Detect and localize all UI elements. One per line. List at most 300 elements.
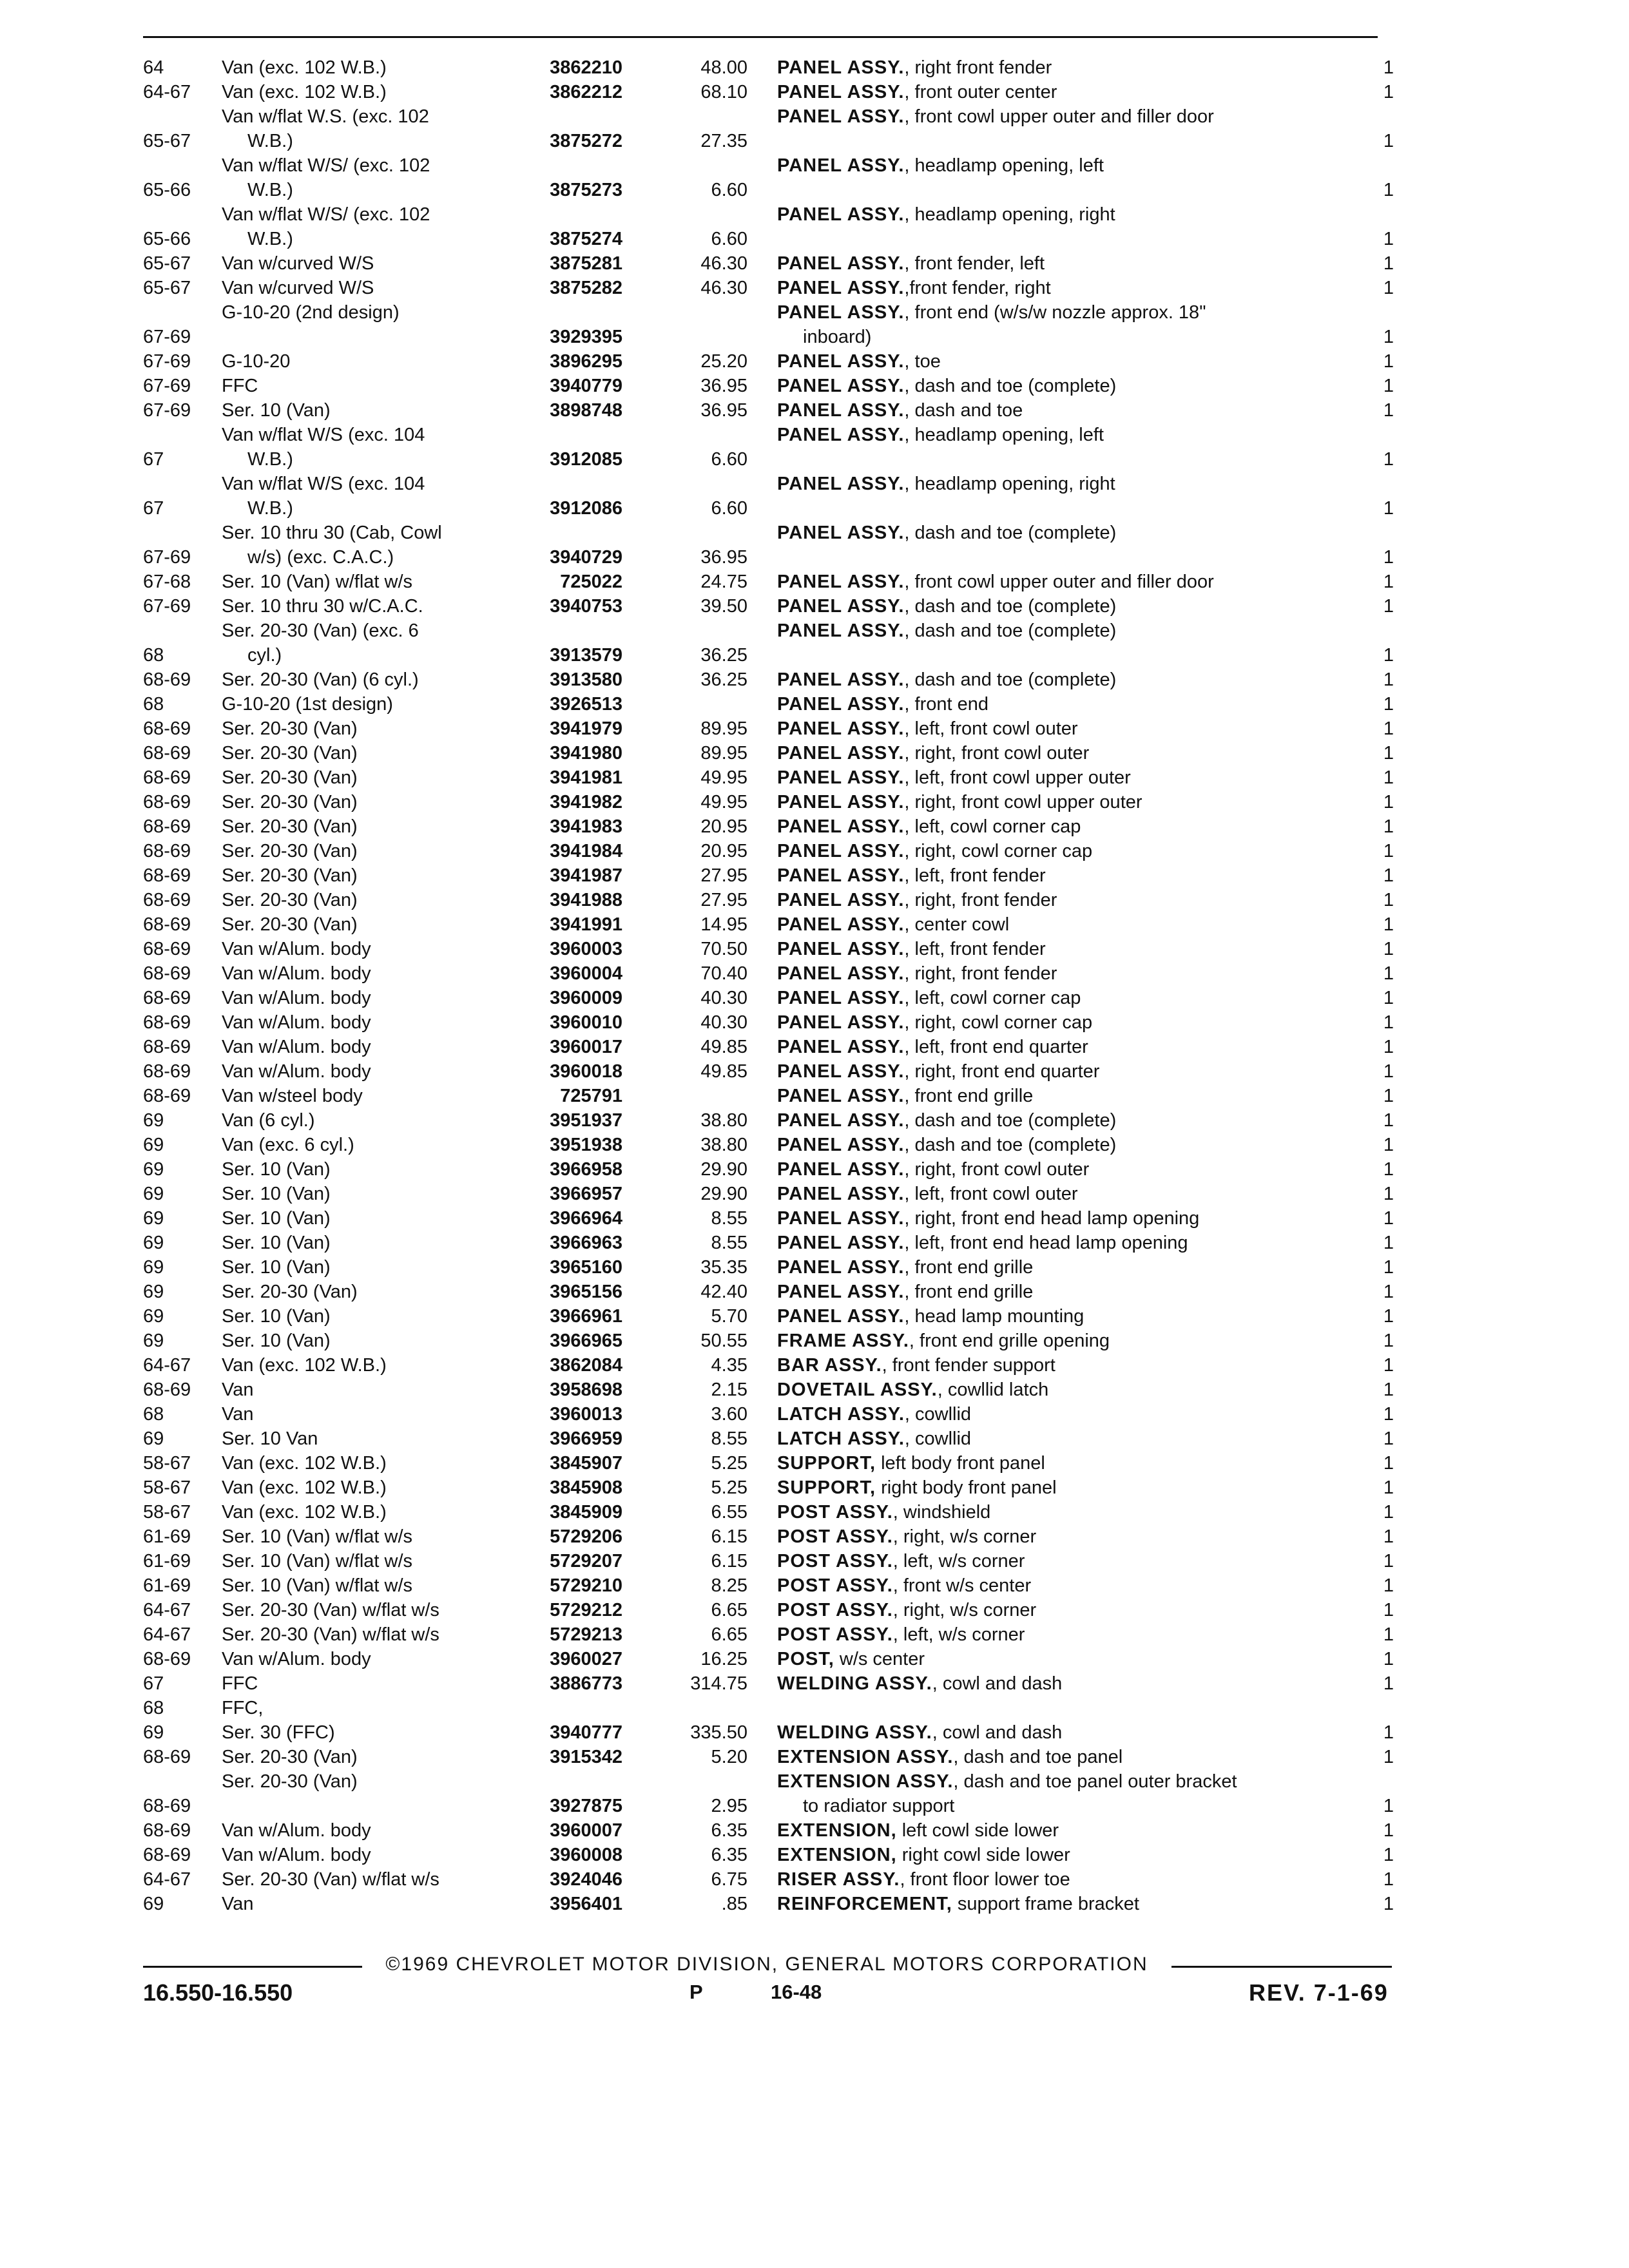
- item-name: PANEL ASSY.: [777, 939, 905, 959]
- item-detail: ,front fender, right: [904, 278, 1051, 298]
- list-price: 27.95: [700, 890, 747, 910]
- quantity: 1: [1383, 1673, 1394, 1694]
- quantity: 1: [1383, 327, 1394, 347]
- table-row: [0, 1647, 1629, 1671]
- item-detail: , dash and toe (complete): [904, 1110, 1117, 1131]
- item-detail: , dash and toe (complete): [904, 596, 1117, 617]
- quantity: 1: [1383, 1722, 1394, 1743]
- model-line: Ser. 30 (FFC): [222, 1722, 335, 1743]
- part-description: [777, 888, 1357, 912]
- model-description: [222, 986, 505, 1010]
- part-number: 3862084: [550, 1355, 622, 1376]
- quantity: 1: [1383, 572, 1394, 592]
- item-name: REINFORCEMENT,: [777, 1894, 952, 1914]
- list-price: 70.40: [700, 963, 747, 984]
- part-description: [777, 1745, 1357, 1769]
- part-number: 3966957: [550, 1184, 622, 1204]
- model-line: W.B.): [247, 498, 293, 519]
- table-row: [0, 80, 1629, 104]
- model-year: 69: [143, 1135, 164, 1155]
- model-line: W.B.): [247, 180, 293, 200]
- quantity: 1: [1383, 988, 1394, 1008]
- part-number: 3862212: [550, 82, 622, 102]
- item-detail: , right, w/s corner: [892, 1600, 1037, 1620]
- quantity: 1: [1383, 1820, 1394, 1841]
- quantity: 1: [1383, 767, 1394, 788]
- list-price: 70.50: [700, 939, 747, 959]
- item-name: PANEL ASSY.: [777, 792, 905, 812]
- model-year: 69: [143, 1282, 164, 1302]
- model-year: 65-67: [143, 131, 191, 151]
- part-number: 725022: [560, 572, 622, 592]
- item-detail: , left, front cowl outer: [904, 1184, 1078, 1204]
- model-line: G-10-20: [222, 351, 291, 372]
- list-price: 50.55: [700, 1331, 747, 1351]
- item-name: PANEL ASSY.: [777, 1135, 905, 1155]
- item-name: PANEL ASSY.: [777, 914, 905, 935]
- item-name: BAR ASSY.: [777, 1355, 882, 1376]
- table-row: [0, 1892, 1629, 1916]
- model-line: Van w/curved W/S: [222, 253, 374, 274]
- table-row: [0, 1035, 1629, 1059]
- part-description: [777, 521, 1357, 545]
- part-number: 3886773: [550, 1673, 622, 1694]
- item-name: PANEL ASSY.: [777, 376, 905, 396]
- description-line: [777, 1818, 1357, 1843]
- model-description: [222, 1892, 505, 1916]
- model-year: 69: [143, 1184, 164, 1204]
- model-year: 68-69: [143, 841, 191, 861]
- list-price: 8.25: [711, 1575, 747, 1596]
- table-row: [0, 814, 1629, 839]
- table-row: [0, 1059, 1629, 1084]
- part-number: 3875282: [550, 278, 622, 298]
- model-description: [222, 398, 505, 423]
- model-line: Van w/Alum. body: [222, 1012, 371, 1033]
- table-row: [0, 1769, 1629, 1818]
- part-description: [777, 814, 1357, 839]
- list-price: 5.70: [711, 1306, 747, 1327]
- quantity: 1: [1383, 547, 1394, 568]
- quantity: 1: [1383, 1575, 1394, 1596]
- part-number: 3924046: [550, 1869, 622, 1890]
- model-year: 68-69: [143, 963, 191, 984]
- table-row: [0, 1549, 1629, 1573]
- model-description: [222, 619, 505, 668]
- item-name: PANEL ASSY.: [777, 572, 905, 592]
- list-price: 6.35: [711, 1820, 747, 1841]
- part-number: 3913579: [550, 645, 622, 666]
- item-name: PANEL ASSY.: [777, 474, 905, 494]
- model-description: [222, 202, 505, 251]
- item-detail: w/s center: [834, 1649, 925, 1669]
- model-year: 68-69: [143, 1747, 191, 1767]
- model-description: [222, 668, 505, 692]
- item-name: PANEL ASSY.: [777, 82, 905, 102]
- model-year: 67-69: [143, 327, 191, 347]
- model-line: Ser. 10 thru 30 w/C.A.C.: [222, 596, 423, 617]
- model-year: 64-67: [143, 1624, 191, 1645]
- list-price: 6.60: [711, 498, 747, 519]
- description-line: [777, 912, 1357, 937]
- part-number: 3941983: [550, 816, 622, 837]
- item-detail: , front cowl upper outer and filler door: [904, 572, 1214, 592]
- quantity: 1: [1383, 1428, 1394, 1449]
- model-description: [222, 1427, 505, 1451]
- item-detail: , right, front end head lamp opening: [904, 1208, 1200, 1229]
- part-description: [777, 594, 1357, 619]
- model-description: [222, 1353, 505, 1378]
- list-price: 8.55: [711, 1208, 747, 1229]
- quantity: 1: [1383, 1135, 1394, 1155]
- model-year: 69: [143, 1428, 164, 1449]
- description-line: [777, 521, 1357, 545]
- table-row: [0, 619, 1629, 668]
- part-description: [777, 1671, 1357, 1696]
- quantity: 1: [1383, 865, 1394, 886]
- item-detail: , front cowl upper outer and filler door: [904, 106, 1214, 127]
- description-line: [777, 472, 1357, 496]
- model-year: 65-67: [143, 253, 191, 274]
- item-name: POST ASSY.: [777, 1575, 893, 1596]
- model-line: W.B.): [247, 449, 293, 470]
- model-description: [222, 1402, 505, 1427]
- model-line: Ser. 10 (Van): [222, 1184, 331, 1204]
- list-price: 8.55: [711, 1428, 747, 1449]
- part-description: [777, 961, 1357, 986]
- table-row: [0, 349, 1629, 374]
- table-row: [0, 104, 1629, 153]
- model-description: [222, 961, 505, 986]
- model-line: Van (exc. 102 W.B.): [222, 1355, 387, 1376]
- model-description: [222, 521, 505, 570]
- part-number: 3913580: [550, 669, 622, 690]
- quantity: 1: [1383, 1526, 1394, 1547]
- item-detail: , front w/s center: [892, 1575, 1032, 1596]
- part-number: 3960004: [550, 963, 622, 984]
- description-line: [777, 300, 1357, 325]
- list-price: 5.25: [711, 1453, 747, 1474]
- list-price: 89.95: [700, 718, 747, 739]
- model-line: Van: [222, 1894, 254, 1914]
- model-year: 67: [143, 498, 164, 519]
- part-description: [777, 1378, 1357, 1402]
- description-line: [777, 349, 1357, 374]
- description-line: [777, 961, 1357, 986]
- model-line: Ser. 10 Van: [222, 1428, 318, 1449]
- model-year: 68-69: [143, 669, 191, 690]
- table-row: [0, 1157, 1629, 1182]
- item-detail: right body front panel: [876, 1477, 1057, 1498]
- item-name: PANEL ASSY.: [777, 523, 905, 543]
- model-description: [222, 1720, 505, 1745]
- item-name: PANEL ASSY.: [777, 743, 905, 764]
- model-year: 69: [143, 1306, 164, 1327]
- table-row: [0, 1378, 1629, 1402]
- model-year: 68: [143, 1404, 164, 1425]
- part-number: 3960007: [550, 1820, 622, 1841]
- model-year: 61-69: [143, 1575, 191, 1596]
- quantity: 1: [1383, 376, 1394, 396]
- model-description: [222, 765, 505, 790]
- model-line: Van: [222, 1404, 254, 1425]
- item-name: EXTENSION ASSY.: [777, 1771, 954, 1792]
- item-name: PANEL ASSY.: [777, 890, 905, 910]
- item-name: PANEL ASSY.: [777, 865, 905, 886]
- item-name: PANEL ASSY.: [777, 1282, 905, 1302]
- description-line: [777, 1231, 1357, 1255]
- table-row: [0, 594, 1629, 619]
- item-name: PANEL ASSY.: [777, 425, 905, 445]
- quantity: 1: [1383, 1477, 1394, 1498]
- table-row: [0, 570, 1629, 594]
- model-year: 68-69: [143, 1820, 191, 1841]
- item-name: SUPPORT,: [777, 1477, 876, 1498]
- part-description: [777, 1035, 1357, 1059]
- table-row: [0, 1231, 1629, 1255]
- footer-rule-right: [1171, 1966, 1392, 1968]
- list-price: 6.15: [711, 1551, 747, 1571]
- part-description: [777, 1329, 1357, 1353]
- quantity: 1: [1383, 82, 1394, 102]
- list-price: 35.35: [700, 1257, 747, 1278]
- item-name: DOVETAIL ASSY.: [777, 1379, 938, 1400]
- table-row: [0, 55, 1629, 80]
- quantity: 1: [1383, 1624, 1394, 1645]
- item-detail: , dash and toe (complete): [904, 620, 1117, 641]
- quantity: 1: [1383, 57, 1394, 78]
- quantity: 1: [1383, 1086, 1394, 1106]
- quantity: 1: [1383, 180, 1394, 200]
- description-line: [777, 374, 1357, 398]
- item-detail: , left, w/s corner: [892, 1551, 1025, 1571]
- table-row: [0, 1622, 1629, 1647]
- model-line: Ser. 10 (Van) w/flat w/s: [222, 572, 413, 592]
- model-line: Van w/Alum. body: [222, 988, 371, 1008]
- item-detail: , left, w/s corner: [892, 1624, 1025, 1645]
- part-number: 3960013: [550, 1404, 622, 1425]
- part-number: 3941980: [550, 743, 622, 764]
- description-line: [777, 55, 1357, 80]
- quantity: 1: [1383, 449, 1394, 470]
- quantity: 1: [1383, 1404, 1394, 1425]
- model-year: 67: [143, 1673, 164, 1694]
- item-detail: , front end grille opening: [909, 1331, 1110, 1351]
- table-row: [0, 863, 1629, 888]
- item-name: PANEL ASSY.: [777, 718, 905, 739]
- table-row: [0, 912, 1629, 937]
- item-name: PANEL ASSY.: [777, 669, 905, 690]
- part-number: 3960017: [550, 1037, 622, 1057]
- item-name: PANEL ASSY.: [777, 1012, 905, 1033]
- table-row: [0, 1329, 1629, 1353]
- quantity: 1: [1383, 645, 1394, 666]
- description-line: [777, 741, 1357, 765]
- model-line: FFC: [222, 1673, 258, 1694]
- model-year: 58-67: [143, 1502, 191, 1523]
- model-description: [222, 937, 505, 961]
- table-row: [0, 1573, 1629, 1598]
- model-description: [222, 1549, 505, 1573]
- part-number: 3929395: [550, 327, 622, 347]
- part-description: [777, 668, 1357, 692]
- model-line: Ser. 10 thru 30 (Cab, Cowl: [222, 523, 442, 543]
- item-detail: , left, front end quarter: [904, 1037, 1088, 1057]
- model-line: Van (exc. 102 W.B.): [222, 1453, 387, 1474]
- description-line: [777, 1108, 1357, 1133]
- table-row: [0, 888, 1629, 912]
- list-price: 6.65: [711, 1600, 747, 1620]
- model-year: 68-69: [143, 988, 191, 1008]
- item-name: LATCH ASSY.: [777, 1404, 905, 1425]
- model-line: Ser. 20-30 (Van): [222, 792, 358, 812]
- item-name: EXTENSION,: [777, 1820, 897, 1841]
- model-description: [222, 374, 505, 398]
- model-line: Ser. 20-30 (Van): [222, 890, 358, 910]
- part-description: [777, 1524, 1357, 1549]
- description-line: [777, 1720, 1357, 1745]
- part-description: [777, 1280, 1357, 1304]
- part-description: [777, 80, 1357, 104]
- part-number: 3960003: [550, 939, 622, 959]
- item-detail: , left, front fender: [904, 939, 1046, 959]
- model-year: 68-69: [143, 767, 191, 788]
- model-year: 68-69: [143, 743, 191, 764]
- part-number: 3958698: [550, 1379, 622, 1400]
- model-line: Van w/flat W/S (exc. 104: [222, 474, 425, 494]
- model-year: 68-69: [143, 718, 191, 739]
- list-price: 40.30: [700, 988, 747, 1008]
- description-line: [777, 1500, 1357, 1524]
- list-price: 38.80: [700, 1110, 747, 1131]
- part-description: [777, 790, 1357, 814]
- quantity: 1: [1383, 1110, 1394, 1131]
- quantity: 1: [1383, 1453, 1394, 1474]
- description-line: [777, 1402, 1357, 1427]
- quantity: 1: [1383, 131, 1394, 151]
- item-detail: , dash and toe (complete): [904, 523, 1117, 543]
- list-price: 42.40: [700, 1282, 747, 1302]
- list-price: 49.85: [700, 1037, 747, 1057]
- table-row: [0, 1696, 1629, 1720]
- model-year: 67-69: [143, 596, 191, 617]
- item-detail: , headlamp opening, right: [904, 204, 1115, 225]
- item-detail: , right, cowl corner cap: [904, 841, 1093, 861]
- model-line: Ser. 20-30 (Van) w/flat w/s: [222, 1600, 439, 1620]
- quantity: 1: [1383, 1184, 1394, 1204]
- model-description: [222, 570, 505, 594]
- description-line: [777, 1157, 1357, 1182]
- model-line: Van (exc. 102 W.B.): [222, 82, 387, 102]
- footer-rule-left: [143, 1966, 362, 1968]
- table-row: [0, 1182, 1629, 1206]
- table-row: [0, 1402, 1629, 1427]
- list-price: 16.25: [700, 1649, 747, 1669]
- item-detail: , right, front cowl upper outer: [904, 792, 1142, 812]
- model-line: Ser. 20-30 (Van): [222, 1747, 358, 1767]
- model-line: w/s) (exc. C.A.C.): [247, 547, 394, 568]
- description-line: [777, 398, 1357, 423]
- description-line: [777, 1769, 1357, 1794]
- model-description: [222, 716, 505, 741]
- quantity: 1: [1383, 1649, 1394, 1669]
- list-price: 39.50: [700, 596, 747, 617]
- part-description: [777, 398, 1357, 423]
- model-line: Van w/Alum. body: [222, 963, 371, 984]
- table-row: [0, 1818, 1629, 1843]
- table-row: [0, 398, 1629, 423]
- item-detail: , windshield: [892, 1502, 991, 1523]
- quantity: 1: [1383, 914, 1394, 935]
- description-line: [777, 1549, 1357, 1573]
- model-year: 69: [143, 1208, 164, 1229]
- quantity: 1: [1383, 743, 1394, 764]
- item-detail: , front end: [904, 694, 988, 715]
- table-row: [0, 790, 1629, 814]
- description-line: [777, 1133, 1357, 1157]
- model-description: [222, 814, 505, 839]
- part-number: 3875274: [550, 229, 622, 249]
- model-year: 64-67: [143, 1869, 191, 1890]
- description-line: [777, 668, 1357, 692]
- list-price: 46.30: [700, 278, 747, 298]
- quantity: 1: [1383, 1502, 1394, 1523]
- part-number: 3960018: [550, 1061, 622, 1082]
- model-description: [222, 1206, 505, 1231]
- item-detail: , front end grille: [904, 1086, 1034, 1106]
- part-description: [777, 423, 1357, 447]
- item-name: WELDING ASSY.: [777, 1722, 932, 1743]
- quantity: 1: [1383, 1379, 1394, 1400]
- model-description: [222, 1304, 505, 1329]
- description-line: [777, 1671, 1357, 1696]
- part-description: [777, 692, 1357, 716]
- table-row: [0, 986, 1629, 1010]
- item-detail: , front end grille: [904, 1257, 1034, 1278]
- model-line: Van (exc. 102 W.B.): [222, 57, 387, 78]
- item-detail: , cowl and dash: [932, 1673, 1063, 1694]
- description-line: [777, 1255, 1357, 1280]
- table-row: [0, 300, 1629, 349]
- table-row: [0, 1255, 1629, 1280]
- part-description: [777, 1231, 1357, 1255]
- item-name: POST ASSY.: [777, 1502, 893, 1523]
- parts-list: [0, 55, 1629, 1916]
- table-row: [0, 202, 1629, 251]
- part-description: [777, 1892, 1357, 1916]
- part-number: 3966958: [550, 1159, 622, 1180]
- item-detail: , headlamp opening, left: [904, 425, 1104, 445]
- item-detail: , left, cowl corner cap: [904, 816, 1081, 837]
- list-price: 36.95: [700, 400, 747, 421]
- description-line: [777, 1622, 1357, 1647]
- quantity: 1: [1383, 596, 1394, 617]
- item-name: PANEL ASSY.: [777, 1110, 905, 1131]
- model-line: Ser. 10 (Van) w/flat w/s: [222, 1551, 413, 1571]
- item-detail: , right, cowl corner cap: [904, 1012, 1093, 1033]
- list-price: 14.95: [700, 914, 747, 935]
- model-year: 69: [143, 1722, 164, 1743]
- list-price: 36.95: [700, 547, 747, 568]
- part-description: [777, 202, 1357, 227]
- quantity: 1: [1383, 1208, 1394, 1229]
- item-name: PANEL ASSY.: [777, 351, 905, 372]
- part-number: 3960009: [550, 988, 622, 1008]
- item-detail: , front floor lower toe: [900, 1869, 1070, 1890]
- model-description: [222, 1745, 505, 1769]
- model-description: [222, 1280, 505, 1304]
- part-description: [777, 937, 1357, 961]
